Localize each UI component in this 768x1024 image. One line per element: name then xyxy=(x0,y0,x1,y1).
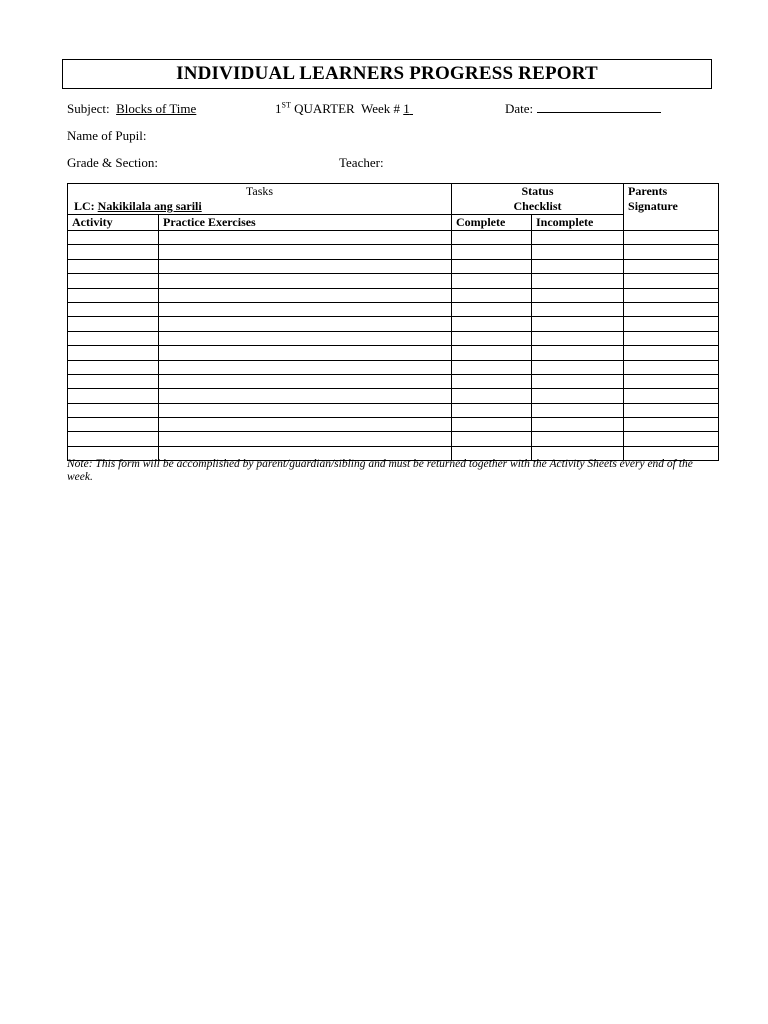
activity-cell[interactable] xyxy=(68,259,159,273)
incomplete-cell[interactable] xyxy=(532,403,624,417)
signature-cell[interactable] xyxy=(624,274,719,288)
table-row xyxy=(68,389,719,403)
table-row xyxy=(68,274,719,288)
week-value: 1 xyxy=(403,101,410,116)
signature-cell[interactable] xyxy=(624,418,719,432)
table-row xyxy=(68,403,719,417)
quarter-superscript: ST xyxy=(281,100,291,110)
activity-cell[interactable] xyxy=(68,360,159,374)
lc-line xyxy=(72,199,447,214)
signature-cell[interactable] xyxy=(624,231,719,245)
incomplete-cell[interactable] xyxy=(532,317,624,331)
activity-cell[interactable] xyxy=(68,245,159,259)
practice-cell[interactable] xyxy=(159,346,452,360)
table-row xyxy=(68,331,719,345)
checklist-label: Checklist xyxy=(513,199,562,213)
complete-cell[interactable] xyxy=(452,245,532,259)
practice-cell[interactable] xyxy=(159,374,452,388)
practice-cell[interactable] xyxy=(159,317,452,331)
practice-cell[interactable] xyxy=(159,331,452,345)
practice-cell[interactable] xyxy=(159,245,452,259)
quarter-text: QUARTER Week # xyxy=(290,101,404,116)
incomplete-cell[interactable] xyxy=(532,432,624,446)
complete-column-header: Complete xyxy=(452,215,532,231)
subject-label: Subject: xyxy=(67,101,110,116)
complete-cell[interactable] xyxy=(452,288,532,302)
practice-cell[interactable] xyxy=(159,231,452,245)
signature-cell[interactable] xyxy=(624,245,719,259)
incomplete-cell[interactable] xyxy=(532,389,624,403)
complete-cell[interactable] xyxy=(452,231,532,245)
signature-cell[interactable] xyxy=(624,259,719,273)
complete-cell[interactable] xyxy=(452,331,532,345)
complete-cell[interactable] xyxy=(452,389,532,403)
table-body xyxy=(68,231,719,461)
complete-cell[interactable] xyxy=(452,418,532,432)
parents-label: Parents xyxy=(628,184,668,198)
quarter-line xyxy=(275,101,413,117)
practice-cell[interactable] xyxy=(159,274,452,288)
incomplete-cell[interactable] xyxy=(532,231,624,245)
practice-cell[interactable] xyxy=(159,302,452,316)
signature-cell[interactable] xyxy=(624,374,719,388)
complete-cell[interactable] xyxy=(452,432,532,446)
subject-line xyxy=(67,101,196,117)
incomplete-cell[interactable] xyxy=(532,360,624,374)
practice-cell[interactable] xyxy=(159,288,452,302)
table-row xyxy=(68,245,719,259)
lc-label: LC: xyxy=(74,199,98,213)
incomplete-cell[interactable] xyxy=(532,346,624,360)
activity-cell[interactable] xyxy=(68,302,159,316)
table-row xyxy=(68,432,719,446)
complete-cell[interactable] xyxy=(452,274,532,288)
activity-cell[interactable] xyxy=(68,403,159,417)
signature-cell[interactable] xyxy=(624,317,719,331)
activity-cell[interactable] xyxy=(68,288,159,302)
column-header-row xyxy=(68,215,719,231)
progress-table xyxy=(67,183,719,461)
practice-cell[interactable] xyxy=(159,389,452,403)
practice-cell[interactable] xyxy=(159,360,452,374)
pupil-label: Name of Pupil: xyxy=(67,128,147,143)
table-row xyxy=(68,418,719,432)
subject-value: Blocks of Time xyxy=(116,101,197,116)
activity-cell[interactable] xyxy=(68,331,159,345)
signature-cell[interactable] xyxy=(624,403,719,417)
date-blank[interactable] xyxy=(537,101,661,113)
table-row xyxy=(68,346,719,360)
activity-cell[interactable] xyxy=(68,432,159,446)
table-row xyxy=(68,302,719,316)
incomplete-cell[interactable] xyxy=(532,288,624,302)
complete-cell[interactable] xyxy=(452,302,532,316)
table-header-row xyxy=(68,184,719,215)
activity-cell[interactable] xyxy=(68,274,159,288)
signature-cell[interactable] xyxy=(624,346,719,360)
status-header-cell xyxy=(452,184,624,215)
tasks-label: Tasks xyxy=(245,184,274,198)
pupil-line xyxy=(67,128,146,144)
quarter-number: 1 xyxy=(275,101,282,116)
signature-cell[interactable] xyxy=(624,389,719,403)
activity-cell[interactable] xyxy=(68,374,159,388)
activity-column-header: Activity xyxy=(68,215,159,231)
grade-line xyxy=(67,155,158,171)
activity-cell[interactable] xyxy=(68,346,159,360)
incomplete-column-header: Incomplete xyxy=(532,215,624,231)
practice-cell[interactable] xyxy=(159,418,452,432)
activity-cell[interactable] xyxy=(68,231,159,245)
note-text: Note: This form will be accomplished by parent/guardian/sibling and must be returned together with the Activity Sheets every end of the week. xyxy=(67,458,693,483)
incomplete-cell[interactable] xyxy=(532,302,624,316)
complete-cell[interactable] xyxy=(452,346,532,360)
signature-cell[interactable] xyxy=(624,288,719,302)
date-label: Date: xyxy=(505,101,534,116)
practice-column-header: Practice Exercises xyxy=(159,215,452,231)
table-row xyxy=(68,231,719,245)
activity-cell[interactable] xyxy=(68,389,159,403)
complete-cell[interactable] xyxy=(452,317,532,331)
tasks-header-cell xyxy=(68,184,452,215)
parents-signature-header-cell xyxy=(624,184,719,231)
table-row xyxy=(68,288,719,302)
date-line xyxy=(505,101,661,117)
practice-cell[interactable] xyxy=(159,403,452,417)
activity-cell[interactable] xyxy=(68,317,159,331)
table-row xyxy=(68,317,719,331)
table-row xyxy=(68,360,719,374)
status-label: Status xyxy=(521,184,554,198)
table-row xyxy=(68,259,719,273)
complete-cell[interactable] xyxy=(452,259,532,273)
teacher-line xyxy=(339,155,384,171)
incomplete-cell[interactable] xyxy=(532,245,624,259)
incomplete-cell[interactable] xyxy=(532,331,624,345)
activity-cell[interactable] xyxy=(68,418,159,432)
incomplete-cell[interactable] xyxy=(532,374,624,388)
signature-cell[interactable] xyxy=(624,331,719,345)
complete-cell[interactable] xyxy=(452,374,532,388)
incomplete-cell[interactable] xyxy=(532,418,624,432)
complete-cell[interactable] xyxy=(452,403,532,417)
complete-cell[interactable] xyxy=(452,360,532,374)
lc-value: Nakikilala ang sarili xyxy=(97,199,202,213)
incomplete-cell[interactable] xyxy=(532,274,624,288)
grade-label: Grade & Section: xyxy=(67,155,158,170)
signature-cell[interactable] xyxy=(624,360,719,374)
practice-cell[interactable] xyxy=(159,432,452,446)
signature-cell[interactable] xyxy=(624,302,719,316)
teacher-label: Teacher: xyxy=(339,155,384,170)
signature-label: Signature xyxy=(628,199,678,213)
incomplete-cell[interactable] xyxy=(532,259,624,273)
table-row xyxy=(68,374,719,388)
title-box xyxy=(62,59,712,89)
practice-cell[interactable] xyxy=(159,259,452,273)
page-title: INDIVIDUAL LEARNERS PROGRESS REPORT xyxy=(176,63,598,84)
signature-cell[interactable] xyxy=(624,432,719,446)
